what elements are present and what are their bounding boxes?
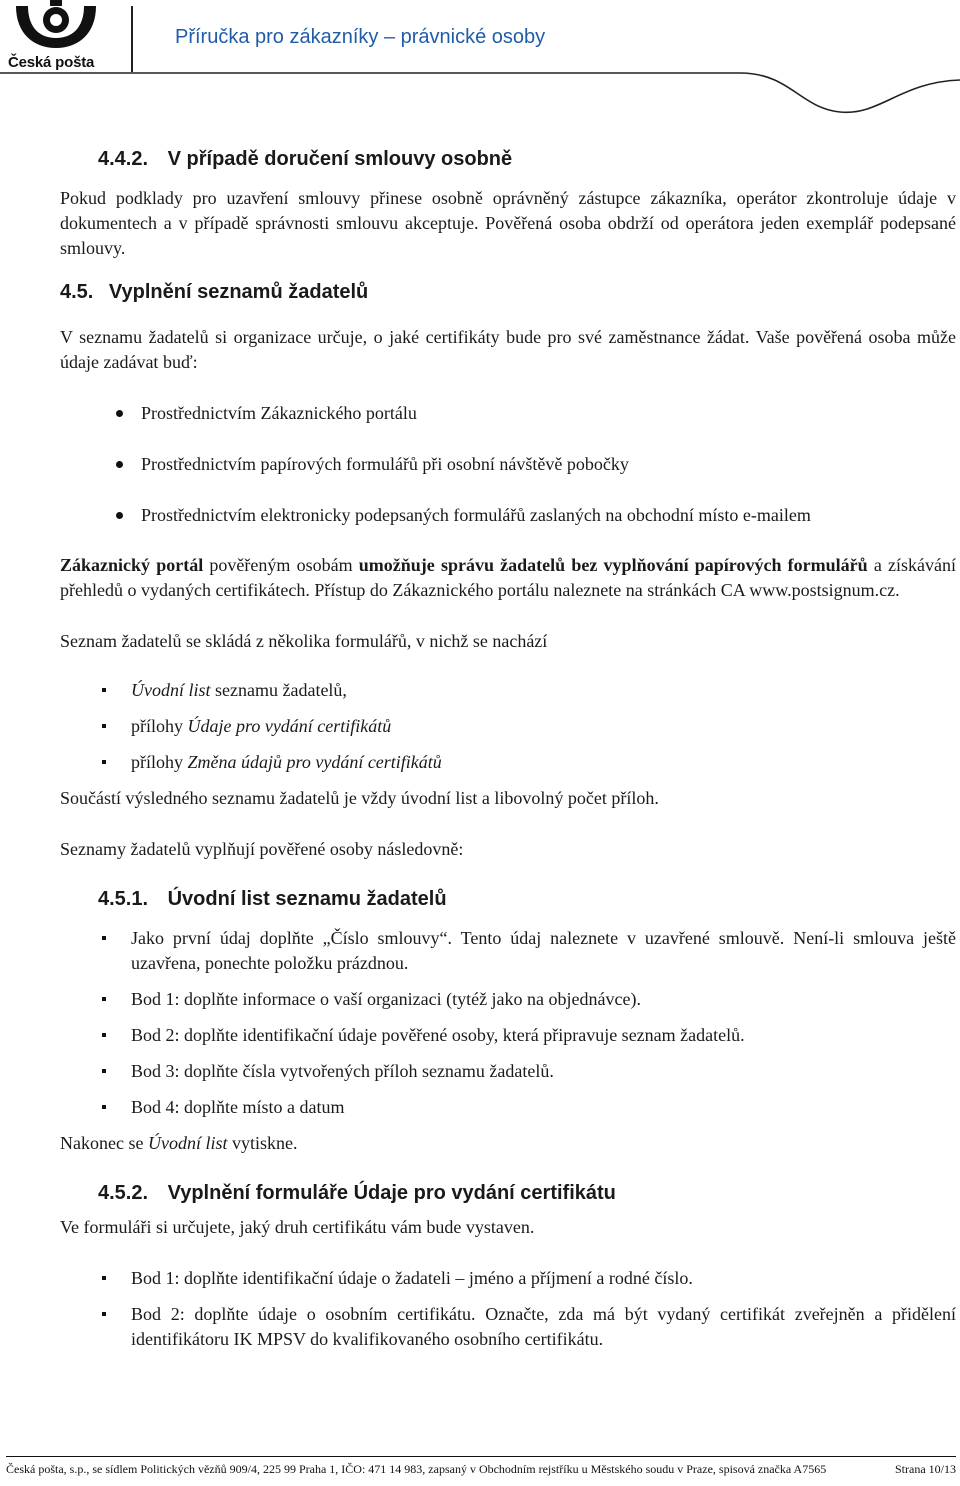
heading-number: 4.4.2. <box>98 148 149 170</box>
header-divider <box>131 6 133 72</box>
heading-number: 4.5. <box>60 281 94 303</box>
heading-text: Vyplnění formuláře Údaje pro vydání certifikátu <box>167 1182 616 1204</box>
document-title: Příručka pro zákazníky – právnické osoby <box>175 26 546 48</box>
heading-4-5-1 <box>60 886 956 912</box>
list-item: Bod 3: doplňte čísla vytvořených příloh seznamu žadatelů. <box>60 1059 956 1084</box>
paragraph: Ve formuláři si určujete, jaký druh certifikátu vám bude vystaven. <box>60 1217 535 1237</box>
logo-wordmark: Česká pošta <box>8 54 95 71</box>
list-item: Prostřednictvím Zákaznického portálu <box>60 401 956 426</box>
text: seznamu žadatelů, <box>210 680 347 700</box>
list-item: Bod 2: doplňte údaje o osobním certifikátu. Označte, zda má být vydaný certifikát zveřejněn a přidělení identifikátoru IK MPSV do kvalifikovaného osobního certifikátu. <box>60 1302 956 1352</box>
certificate-form-steps-list <box>60 1266 956 1352</box>
list-item: Bod 1: doplňte identifikační údaje o žadateli – jméno a příjmení a rodné číslo. <box>60 1266 956 1291</box>
page-header <box>0 0 960 130</box>
bold-text: Zákaznický portál <box>60 555 204 575</box>
italic-text: Údaje pro vydání certifikátů <box>187 716 392 736</box>
heading-text: V případě doručení smlouvy osobně <box>167 148 513 170</box>
list-item: Prostřednictvím elektronicky podepsaných formulářů zaslaných na obchodní místo e-mailem <box>60 503 956 528</box>
list-item: Bod 2: doplňte identifikační údaje pověřené osoby, která připravuje seznam žadatelů. <box>60 1023 956 1048</box>
heading-4-4-2 <box>60 146 956 172</box>
heading-number: 4.5.1. <box>98 888 149 910</box>
list-item <box>60 678 956 703</box>
intro-sheet-steps-list <box>60 926 956 1120</box>
paragraph: Součástí výsledného seznamu žadatelů je vždy úvodní list a libovolný počet příloh. <box>60 788 659 808</box>
list-item: Jako první údaj doplňte „Číslo smlouvy“. Tento údaj naleznete v uzavřené smlouvě. Není-li smlouva ještě uzavřena, ponechte položku prázdnou. <box>60 926 956 976</box>
text: přílohy <box>131 716 188 736</box>
paragraph-closing <box>60 1131 956 1156</box>
page-footer <box>6 1462 956 1477</box>
italic-text: Úvodní list <box>147 1133 228 1153</box>
list-item <box>60 714 956 739</box>
page-content <box>60 140 956 1352</box>
paragraph: Seznamy žadatelů vyplňují pověřené osoby následovně: <box>60 839 464 859</box>
list-item: Prostřednictvím papírových formulářů při osobní návštěvě pobočky <box>60 452 956 477</box>
footer-company-info: Česká pošta, s.p., se sídlem Politických vězňů 909/4, 225 99 Praha 1, IČO: 471 14 983, zapsaný v Obchodním rejstříku u Městského soudu v Praze, spisová značka A7565 <box>6 1462 827 1476</box>
page-number: Strana 10/13 <box>895 1462 956 1476</box>
heading-4-5 <box>60 279 956 305</box>
forms-list <box>60 678 956 775</box>
text: přílohy <box>131 752 188 772</box>
italic-text: Změna údajů pro vydání certifikátů <box>187 752 442 772</box>
heading-number: 4.5.2. <box>98 1182 149 1204</box>
paragraph: Seznam žadatelů se skládá z několika formulářů, v nichž se nachází <box>60 631 548 651</box>
paragraph: V seznamu žadatelů si organizace určuje, o jaké certifikáty bude pro své zaměstnance žádat. Vaše pověřená osoba může údaje zadávat buď: <box>60 327 956 372</box>
input-methods-list <box>60 401 956 528</box>
text: Nakonec se <box>60 1133 148 1153</box>
italic-text: Úvodní list <box>131 680 211 700</box>
text: pověřeným osobám <box>203 555 359 575</box>
header-wave-line <box>0 72 960 132</box>
list-item <box>60 750 956 775</box>
bold-text: umožňuje správu žadatelů bez vyplňování papírových formulářů <box>358 555 868 575</box>
text: a získávání přehledů o vydaných certifikátech. Přístup do Zákaznického portálu naleznete na stránkách CA www.postsignum.cz. <box>60 555 957 600</box>
list-item: Bod 4: doplňte místo a datum <box>60 1095 956 1120</box>
text: vytiskne. <box>227 1133 298 1153</box>
paragraph-portal <box>60 553 956 603</box>
heading-text: Vyplnění seznamů žadatelů <box>108 281 369 303</box>
footer-divider <box>6 1456 956 1457</box>
paragraph: Pokud podklady pro uzavření smlouvy přinese osobně oprávněný zástupce zákazníka, operátor zkontroluje údaje v dokumentech a v případě správnosti smlouvu akceptuje. Pověřená osoba obdrží od operátora jeden exemplář podepsané smlouvy. <box>60 188 956 258</box>
heading-4-5-2 <box>60 1180 956 1206</box>
list-item: Bod 1: doplňte informace o vaší organizaci (tytéž jako na objednávce). <box>60 987 956 1012</box>
heading-text: Úvodní list seznamu žadatelů <box>167 888 447 910</box>
